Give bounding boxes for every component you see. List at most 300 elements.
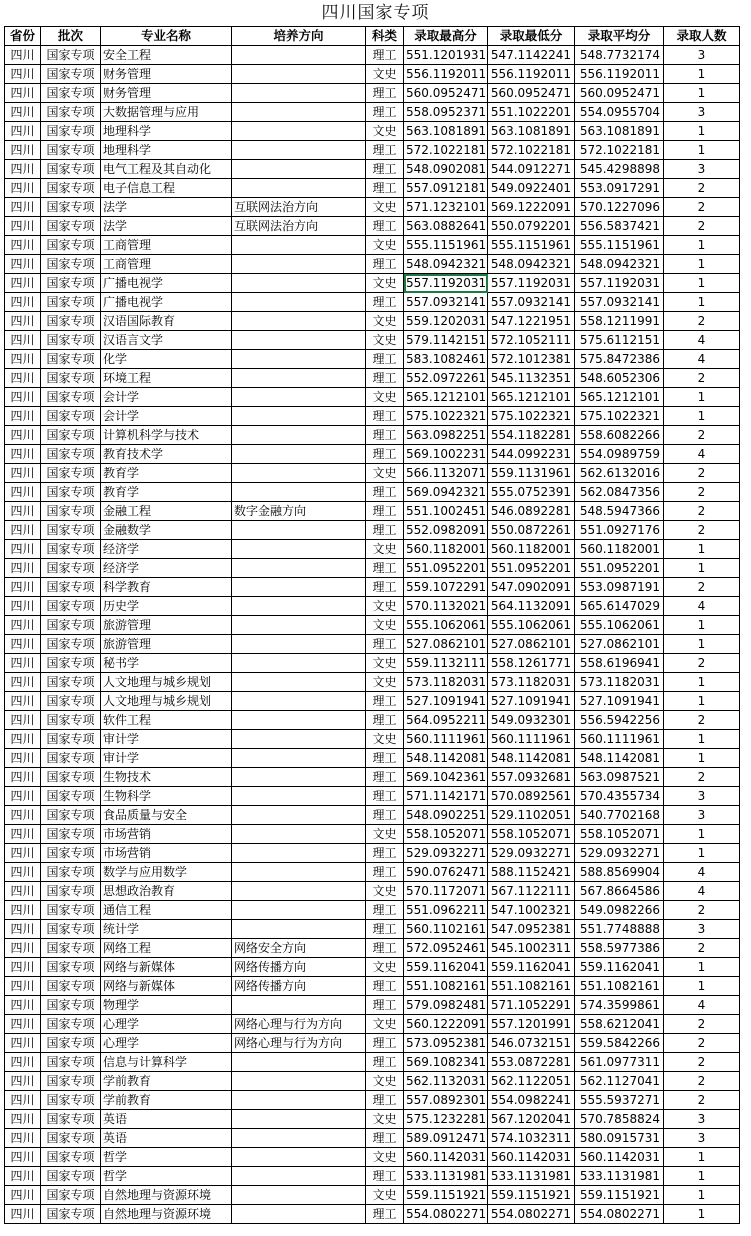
- cell-direction[interactable]: [232, 312, 366, 331]
- cell-batch[interactable]: 国家专项: [41, 768, 101, 787]
- cell-avg-score[interactable]: 551.7748888: [575, 920, 664, 939]
- cell-count[interactable]: 1: [664, 388, 740, 407]
- cell-avg-score[interactable]: 558.1211991: [575, 312, 664, 331]
- cell-batch[interactable]: 国家专项: [41, 692, 101, 711]
- cell-max-score[interactable]: 533.1131981: [404, 1167, 488, 1186]
- cell-avg-score[interactable]: 558.1052071: [575, 825, 664, 844]
- cell-count[interactable]: 4: [664, 331, 740, 350]
- cell-major[interactable]: 人文地理与城乡规划: [101, 673, 232, 692]
- cell-direction[interactable]: [232, 141, 366, 160]
- cell-direction[interactable]: [232, 996, 366, 1015]
- cell-major[interactable]: 物理学: [101, 996, 232, 1015]
- cell-major[interactable]: 汉语言文学: [101, 331, 232, 350]
- cell-max-score[interactable]: 529.0932271: [404, 844, 488, 863]
- cell-count[interactable]: 3: [664, 1129, 740, 1148]
- cell-direction[interactable]: [232, 160, 366, 179]
- cell-max-score[interactable]: 573.1182031: [404, 673, 488, 692]
- cell-major[interactable]: 审计学: [101, 730, 232, 749]
- cell-category[interactable]: 文史: [366, 1015, 404, 1034]
- cell-max-score[interactable]: 573.0952381: [404, 1034, 488, 1053]
- cell-count[interactable]: 1: [664, 293, 740, 312]
- cell-max-score[interactable]: 551.0952201: [404, 559, 488, 578]
- cell-count[interactable]: 4: [664, 863, 740, 882]
- cell-major[interactable]: 软件工程: [101, 711, 232, 730]
- cell-count[interactable]: 2: [664, 464, 740, 483]
- cell-direction[interactable]: [232, 597, 366, 616]
- cell-direction[interactable]: [232, 1167, 366, 1186]
- cell-avg-score[interactable]: 551.0952201: [575, 559, 664, 578]
- cell-direction[interactable]: [232, 179, 366, 198]
- cell-direction[interactable]: [232, 483, 366, 502]
- cell-min-score[interactable]: 571.1052291: [488, 996, 575, 1015]
- cell-direction[interactable]: [232, 787, 366, 806]
- cell-avg-score[interactable]: 563.0987521: [575, 768, 664, 787]
- cell-min-score[interactable]: 557.0932141: [488, 293, 575, 312]
- cell-batch[interactable]: 国家专项: [41, 1205, 101, 1224]
- cell-max-score[interactable]: 552.0972261: [404, 369, 488, 388]
- cell-min-score[interactable]: 547.1002321: [488, 901, 575, 920]
- cell-count[interactable]: 3: [664, 1110, 740, 1129]
- cell-major[interactable]: 旅游管理: [101, 616, 232, 635]
- cell-batch[interactable]: 国家专项: [41, 635, 101, 654]
- cell-direction[interactable]: [232, 692, 366, 711]
- cell-major[interactable]: 环境工程: [101, 369, 232, 388]
- cell-province[interactable]: 四川: [5, 1053, 41, 1072]
- cell-avg-score[interactable]: 559.1151921: [575, 1186, 664, 1205]
- cell-category[interactable]: 理工: [366, 1129, 404, 1148]
- cell-batch[interactable]: 国家专项: [41, 825, 101, 844]
- cell-major[interactable]: 哲学: [101, 1167, 232, 1186]
- cell-category[interactable]: 文史: [366, 274, 404, 293]
- cell-avg-score[interactable]: 556.5942256: [575, 711, 664, 730]
- cell-province[interactable]: 四川: [5, 559, 41, 578]
- cell-max-score[interactable]: 560.1111961: [404, 730, 488, 749]
- cell-category[interactable]: 理工: [366, 1091, 404, 1110]
- cell-max-score[interactable]: 527.0862101: [404, 635, 488, 654]
- cell-count[interactable]: 1: [664, 122, 740, 141]
- header-major[interactable]: 专业名称: [101, 27, 232, 46]
- cell-major[interactable]: 电子信息工程: [101, 179, 232, 198]
- cell-province[interactable]: 四川: [5, 141, 41, 160]
- cell-direction[interactable]: [232, 274, 366, 293]
- cell-batch[interactable]: 国家专项: [41, 274, 101, 293]
- cell-max-score[interactable]: 572.1022181: [404, 141, 488, 160]
- cell-major[interactable]: 教育学: [101, 483, 232, 502]
- cell-max-score[interactable]: 572.0952461: [404, 939, 488, 958]
- cell-count[interactable]: 1: [664, 635, 740, 654]
- cell-major[interactable]: 审计学: [101, 749, 232, 768]
- cell-major[interactable]: 金融工程: [101, 502, 232, 521]
- cell-province[interactable]: 四川: [5, 1091, 41, 1110]
- cell-max-score[interactable]: 558.0952371: [404, 103, 488, 122]
- cell-province[interactable]: 四川: [5, 1148, 41, 1167]
- cell-max-score[interactable]: 563.0882641: [404, 217, 488, 236]
- cell-count[interactable]: 3: [664, 787, 740, 806]
- cell-batch[interactable]: 国家专项: [41, 787, 101, 806]
- cell-direction[interactable]: [232, 65, 366, 84]
- cell-batch[interactable]: 国家专项: [41, 445, 101, 464]
- cell-count[interactable]: 1: [664, 1205, 740, 1224]
- cell-category[interactable]: 理工: [366, 711, 404, 730]
- cell-avg-score[interactable]: 551.0927176: [575, 521, 664, 540]
- cell-count[interactable]: 2: [664, 426, 740, 445]
- cell-count[interactable]: 1: [664, 616, 740, 635]
- cell-avg-score[interactable]: 555.5937271: [575, 1091, 664, 1110]
- cell-min-score[interactable]: 572.1052111: [488, 331, 575, 350]
- cell-min-score[interactable]: 551.1022201: [488, 103, 575, 122]
- cell-direction[interactable]: 网络安全方向: [232, 939, 366, 958]
- cell-direction[interactable]: [232, 901, 366, 920]
- cell-province[interactable]: 四川: [5, 806, 41, 825]
- cell-count[interactable]: 2: [664, 483, 740, 502]
- cell-avg-score[interactable]: 548.0942321: [575, 255, 664, 274]
- cell-max-score[interactable]: 571.1142171: [404, 787, 488, 806]
- cell-province[interactable]: 四川: [5, 179, 41, 198]
- cell-max-score[interactable]: 589.0912471: [404, 1129, 488, 1148]
- cell-max-score[interactable]: 556.1192011: [404, 65, 488, 84]
- cell-batch[interactable]: 国家专项: [41, 521, 101, 540]
- cell-province[interactable]: 四川: [5, 388, 41, 407]
- cell-count[interactable]: 1: [664, 692, 740, 711]
- cell-count[interactable]: 2: [664, 711, 740, 730]
- cell-max-score[interactable]: 583.1082461: [404, 350, 488, 369]
- cell-count[interactable]: 2: [664, 1015, 740, 1034]
- cell-direction[interactable]: [232, 1072, 366, 1091]
- cell-major[interactable]: 安全工程: [101, 46, 232, 65]
- cell-max-score[interactable]: 557.0932141: [404, 293, 488, 312]
- cell-batch[interactable]: 国家专项: [41, 863, 101, 882]
- cell-direction[interactable]: [232, 350, 366, 369]
- cell-category[interactable]: 理工: [366, 1205, 404, 1224]
- cell-province[interactable]: 四川: [5, 293, 41, 312]
- cell-major[interactable]: 通信工程: [101, 901, 232, 920]
- header-max-score[interactable]: 录取最高分: [404, 27, 488, 46]
- cell-min-score[interactable]: 562.1122051: [488, 1072, 575, 1091]
- cell-major[interactable]: 法学: [101, 217, 232, 236]
- cell-max-score[interactable]: 564.0952211: [404, 711, 488, 730]
- cell-province[interactable]: 四川: [5, 331, 41, 350]
- cell-min-score[interactable]: 557.1201991: [488, 1015, 575, 1034]
- cell-direction[interactable]: 数字金融方向: [232, 502, 366, 521]
- cell-count[interactable]: 2: [664, 578, 740, 597]
- cell-avg-score[interactable]: 562.6132016: [575, 464, 664, 483]
- cell-batch[interactable]: 国家专项: [41, 540, 101, 559]
- cell-min-score[interactable]: 559.1151921: [488, 1186, 575, 1205]
- cell-avg-score[interactable]: 565.6147029: [575, 597, 664, 616]
- cell-batch[interactable]: 国家专项: [41, 578, 101, 597]
- cell-direction[interactable]: [232, 749, 366, 768]
- cell-min-score[interactable]: 529.0932271: [488, 844, 575, 863]
- cell-avg-score[interactable]: 555.1062061: [575, 616, 664, 635]
- cell-province[interactable]: 四川: [5, 844, 41, 863]
- cell-major[interactable]: 教育学: [101, 464, 232, 483]
- cell-major[interactable]: 财务管理: [101, 65, 232, 84]
- cell-batch[interactable]: 国家专项: [41, 844, 101, 863]
- cell-category[interactable]: 理工: [366, 217, 404, 236]
- cell-min-score[interactable]: 556.1192011: [488, 65, 575, 84]
- cell-province[interactable]: 四川: [5, 426, 41, 445]
- cell-province[interactable]: 四川: [5, 84, 41, 103]
- cell-max-score[interactable]: 548.1142081: [404, 749, 488, 768]
- cell-count[interactable]: 1: [664, 1186, 740, 1205]
- header-avg-score[interactable]: 录取平均分: [575, 27, 664, 46]
- cell-province[interactable]: 四川: [5, 274, 41, 293]
- cell-direction[interactable]: [232, 122, 366, 141]
- cell-count[interactable]: 4: [664, 350, 740, 369]
- cell-avg-score[interactable]: 570.1227096: [575, 198, 664, 217]
- cell-category[interactable]: 文史: [366, 654, 404, 673]
- cell-batch[interactable]: 国家专项: [41, 312, 101, 331]
- cell-count[interactable]: 2: [664, 179, 740, 198]
- cell-min-score[interactable]: 551.0952201: [488, 559, 575, 578]
- cell-min-score[interactable]: 554.0982241: [488, 1091, 575, 1110]
- cell-major[interactable]: 心理学: [101, 1015, 232, 1034]
- cell-avg-score[interactable]: 553.0987191: [575, 578, 664, 597]
- cell-direction[interactable]: [232, 711, 366, 730]
- cell-count[interactable]: 2: [664, 1091, 740, 1110]
- cell-province[interactable]: 四川: [5, 483, 41, 502]
- cell-avg-score[interactable]: 527.0862101: [575, 635, 664, 654]
- cell-min-score[interactable]: 560.1182001: [488, 540, 575, 559]
- cell-category[interactable]: 文史: [366, 331, 404, 350]
- cell-province[interactable]: 四川: [5, 787, 41, 806]
- cell-avg-score[interactable]: 545.4298898: [575, 160, 664, 179]
- cell-max-score[interactable]: 554.0802271: [404, 1205, 488, 1224]
- cell-min-score[interactable]: 588.1152421: [488, 863, 575, 882]
- cell-max-score[interactable]: 560.1102161: [404, 920, 488, 939]
- cell-direction[interactable]: [232, 1186, 366, 1205]
- cell-min-score[interactable]: 570.0892561: [488, 787, 575, 806]
- cell-direction[interactable]: [232, 331, 366, 350]
- cell-batch[interactable]: 国家专项: [41, 388, 101, 407]
- cell-count[interactable]: 2: [664, 502, 740, 521]
- cell-count[interactable]: 3: [664, 103, 740, 122]
- cell-max-score[interactable]: 569.1042361: [404, 768, 488, 787]
- cell-count[interactable]: 1: [664, 958, 740, 977]
- cell-max-score[interactable]: 563.0982251: [404, 426, 488, 445]
- cell-direction[interactable]: [232, 84, 366, 103]
- cell-direction[interactable]: [232, 559, 366, 578]
- cell-batch[interactable]: 国家专项: [41, 198, 101, 217]
- cell-direction[interactable]: [232, 1110, 366, 1129]
- cell-min-score[interactable]: 553.0872281: [488, 1053, 575, 1072]
- cell-batch[interactable]: 国家专项: [41, 1034, 101, 1053]
- cell-category[interactable]: 理工: [366, 692, 404, 711]
- cell-category[interactable]: 理工: [366, 1034, 404, 1053]
- cell-category[interactable]: 文史: [366, 1072, 404, 1091]
- cell-max-score[interactable]: 548.0902081: [404, 160, 488, 179]
- cell-batch[interactable]: 国家专项: [41, 103, 101, 122]
- cell-category[interactable]: 理工: [366, 559, 404, 578]
- cell-min-score[interactable]: 557.1192031: [488, 274, 575, 293]
- cell-min-score[interactable]: 554.0802271: [488, 1205, 575, 1224]
- cell-major[interactable]: 网络与新媒体: [101, 977, 232, 996]
- cell-major[interactable]: 信息与计算科学: [101, 1053, 232, 1072]
- cell-batch[interactable]: 国家专项: [41, 654, 101, 673]
- cell-avg-score[interactable]: 562.1127041: [575, 1072, 664, 1091]
- cell-count[interactable]: 3: [664, 160, 740, 179]
- cell-count[interactable]: 2: [664, 1072, 740, 1091]
- cell-province[interactable]: 四川: [5, 540, 41, 559]
- cell-major[interactable]: 经济学: [101, 559, 232, 578]
- cell-avg-score[interactable]: 580.0915731: [575, 1129, 664, 1148]
- cell-batch[interactable]: 国家专项: [41, 1186, 101, 1205]
- cell-category[interactable]: 理工: [366, 46, 404, 65]
- cell-max-score[interactable]: 560.1142031: [404, 1148, 488, 1167]
- cell-avg-score[interactable]: 548.6052306: [575, 369, 664, 388]
- cell-max-score[interactable]: 559.1132111: [404, 654, 488, 673]
- cell-max-score[interactable]: 551.1201931: [404, 46, 488, 65]
- cell-major[interactable]: 英语: [101, 1129, 232, 1148]
- cell-avg-score[interactable]: 548.7732174: [575, 46, 664, 65]
- cell-avg-score[interactable]: 575.6112151: [575, 331, 664, 350]
- cell-max-score[interactable]: 560.1222091: [404, 1015, 488, 1034]
- cell-category[interactable]: 文史: [366, 1148, 404, 1167]
- cell-major[interactable]: 思想政治教育: [101, 882, 232, 901]
- cell-category[interactable]: 理工: [366, 977, 404, 996]
- header-min-score[interactable]: 录取最低分: [488, 27, 575, 46]
- cell-avg-score[interactable]: 562.0847356: [575, 483, 664, 502]
- cell-batch[interactable]: 国家专项: [41, 141, 101, 160]
- cell-batch[interactable]: 国家专项: [41, 369, 101, 388]
- cell-max-score[interactable]: 558.1052071: [404, 825, 488, 844]
- cell-category[interactable]: 理工: [366, 369, 404, 388]
- cell-count[interactable]: 2: [664, 312, 740, 331]
- cell-min-score[interactable]: 567.1202041: [488, 1110, 575, 1129]
- cell-province[interactable]: 四川: [5, 236, 41, 255]
- cell-category[interactable]: 理工: [366, 1167, 404, 1186]
- cell-batch[interactable]: 国家专项: [41, 1129, 101, 1148]
- cell-min-score[interactable]: 557.0932681: [488, 768, 575, 787]
- cell-batch[interactable]: 国家专项: [41, 996, 101, 1015]
- cell-direction[interactable]: [232, 1091, 366, 1110]
- cell-category[interactable]: 文史: [366, 198, 404, 217]
- cell-province[interactable]: 四川: [5, 939, 41, 958]
- cell-batch[interactable]: 国家专项: [41, 65, 101, 84]
- cell-major[interactable]: 法学: [101, 198, 232, 217]
- cell-batch[interactable]: 国家专项: [41, 483, 101, 502]
- cell-direction[interactable]: [232, 426, 366, 445]
- cell-province[interactable]: 四川: [5, 692, 41, 711]
- cell-major[interactable]: 网络工程: [101, 939, 232, 958]
- cell-major[interactable]: 财务管理: [101, 84, 232, 103]
- cell-max-score[interactable]: 569.1082341: [404, 1053, 488, 1072]
- cell-major[interactable]: 生物科学: [101, 787, 232, 806]
- cell-province[interactable]: 四川: [5, 996, 41, 1015]
- cell-province[interactable]: 四川: [5, 65, 41, 84]
- cell-direction[interactable]: [232, 1129, 366, 1148]
- cell-batch[interactable]: 国家专项: [41, 293, 101, 312]
- cell-batch[interactable]: 国家专项: [41, 806, 101, 825]
- cell-category[interactable]: 理工: [366, 844, 404, 863]
- cell-batch[interactable]: 国家专项: [41, 331, 101, 350]
- cell-category[interactable]: 理工: [366, 426, 404, 445]
- cell-major[interactable]: 历史学: [101, 597, 232, 616]
- cell-major[interactable]: 电气工程及其自动化: [101, 160, 232, 179]
- cell-batch[interactable]: 国家专项: [41, 559, 101, 578]
- cell-avg-score[interactable]: 549.0982266: [575, 901, 664, 920]
- cell-max-score[interactable]: 565.1212101: [404, 388, 488, 407]
- cell-count[interactable]: 1: [664, 673, 740, 692]
- cell-batch[interactable]: 国家专项: [41, 1091, 101, 1110]
- cell-major[interactable]: 工商管理: [101, 255, 232, 274]
- cell-max-score[interactable]: 590.0762471: [404, 863, 488, 882]
- cell-count[interactable]: 3: [664, 806, 740, 825]
- cell-direction[interactable]: 互联网法治方向: [232, 217, 366, 236]
- cell-direction[interactable]: 互联网法治方向: [232, 198, 366, 217]
- cell-direction[interactable]: [232, 46, 366, 65]
- cell-count[interactable]: 2: [664, 217, 740, 236]
- cell-count[interactable]: 1: [664, 730, 740, 749]
- cell-avg-score[interactable]: 558.6196941: [575, 654, 664, 673]
- cell-province[interactable]: 四川: [5, 616, 41, 635]
- cell-min-score[interactable]: 547.0902091: [488, 578, 575, 597]
- cell-direction[interactable]: [232, 521, 366, 540]
- cell-batch[interactable]: 国家专项: [41, 502, 101, 521]
- cell-max-score[interactable]: 579.1142151: [404, 331, 488, 350]
- cell-min-score[interactable]: 563.1081891: [488, 122, 575, 141]
- cell-category[interactable]: 理工: [366, 255, 404, 274]
- cell-min-score[interactable]: 572.1022181: [488, 141, 575, 160]
- cell-major[interactable]: 数学与应用数学: [101, 863, 232, 882]
- cell-province[interactable]: 四川: [5, 217, 41, 236]
- cell-province[interactable]: 四川: [5, 1034, 41, 1053]
- cell-category[interactable]: 文史: [366, 616, 404, 635]
- cell-max-score[interactable]: 559.1162041: [404, 958, 488, 977]
- cell-max-score[interactable]: 551.1082161: [404, 977, 488, 996]
- cell-direction[interactable]: [232, 388, 366, 407]
- cell-direction[interactable]: [232, 445, 366, 464]
- cell-direction[interactable]: [232, 635, 366, 654]
- cell-min-score[interactable]: 555.0752391: [488, 483, 575, 502]
- cell-province[interactable]: 四川: [5, 654, 41, 673]
- cell-batch[interactable]: 国家专项: [41, 616, 101, 635]
- cell-batch[interactable]: 国家专项: [41, 749, 101, 768]
- cell-max-score[interactable]: 575.1022321: [404, 407, 488, 426]
- cell-avg-score[interactable]: 563.1081891: [575, 122, 664, 141]
- cell-category[interactable]: 理工: [366, 996, 404, 1015]
- cell-batch[interactable]: 国家专项: [41, 939, 101, 958]
- cell-batch[interactable]: 国家专项: [41, 958, 101, 977]
- cell-avg-score[interactable]: 554.0989759: [575, 445, 664, 464]
- cell-province[interactable]: 四川: [5, 749, 41, 768]
- cell-direction[interactable]: [232, 825, 366, 844]
- cell-count[interactable]: 2: [664, 768, 740, 787]
- cell-avg-score[interactable]: 553.0917291: [575, 179, 664, 198]
- cell-min-score[interactable]: 551.1082161: [488, 977, 575, 996]
- cell-direction[interactable]: [232, 255, 366, 274]
- cell-direction[interactable]: [232, 407, 366, 426]
- cell-category[interactable]: 文史: [366, 882, 404, 901]
- cell-province[interactable]: 四川: [5, 312, 41, 331]
- cell-avg-score[interactable]: 574.3599861: [575, 996, 664, 1015]
- cell-batch[interactable]: 国家专项: [41, 901, 101, 920]
- cell-min-score[interactable]: 560.1111961: [488, 730, 575, 749]
- cell-major[interactable]: 心理学: [101, 1034, 232, 1053]
- cell-batch[interactable]: 国家专项: [41, 407, 101, 426]
- cell-max-score[interactable]: 557.1192031: [404, 274, 488, 293]
- cell-category[interactable]: 文史: [366, 540, 404, 559]
- cell-direction[interactable]: 网络心理与行为方向: [232, 1015, 366, 1034]
- cell-province[interactable]: 四川: [5, 369, 41, 388]
- cell-direction[interactable]: [232, 540, 366, 559]
- header-count[interactable]: 录取人数: [664, 27, 740, 46]
- cell-count[interactable]: 4: [664, 597, 740, 616]
- cell-province[interactable]: 四川: [5, 1167, 41, 1186]
- cell-count[interactable]: 2: [664, 521, 740, 540]
- cell-count[interactable]: 1: [664, 977, 740, 996]
- cell-major[interactable]: 网络与新媒体: [101, 958, 232, 977]
